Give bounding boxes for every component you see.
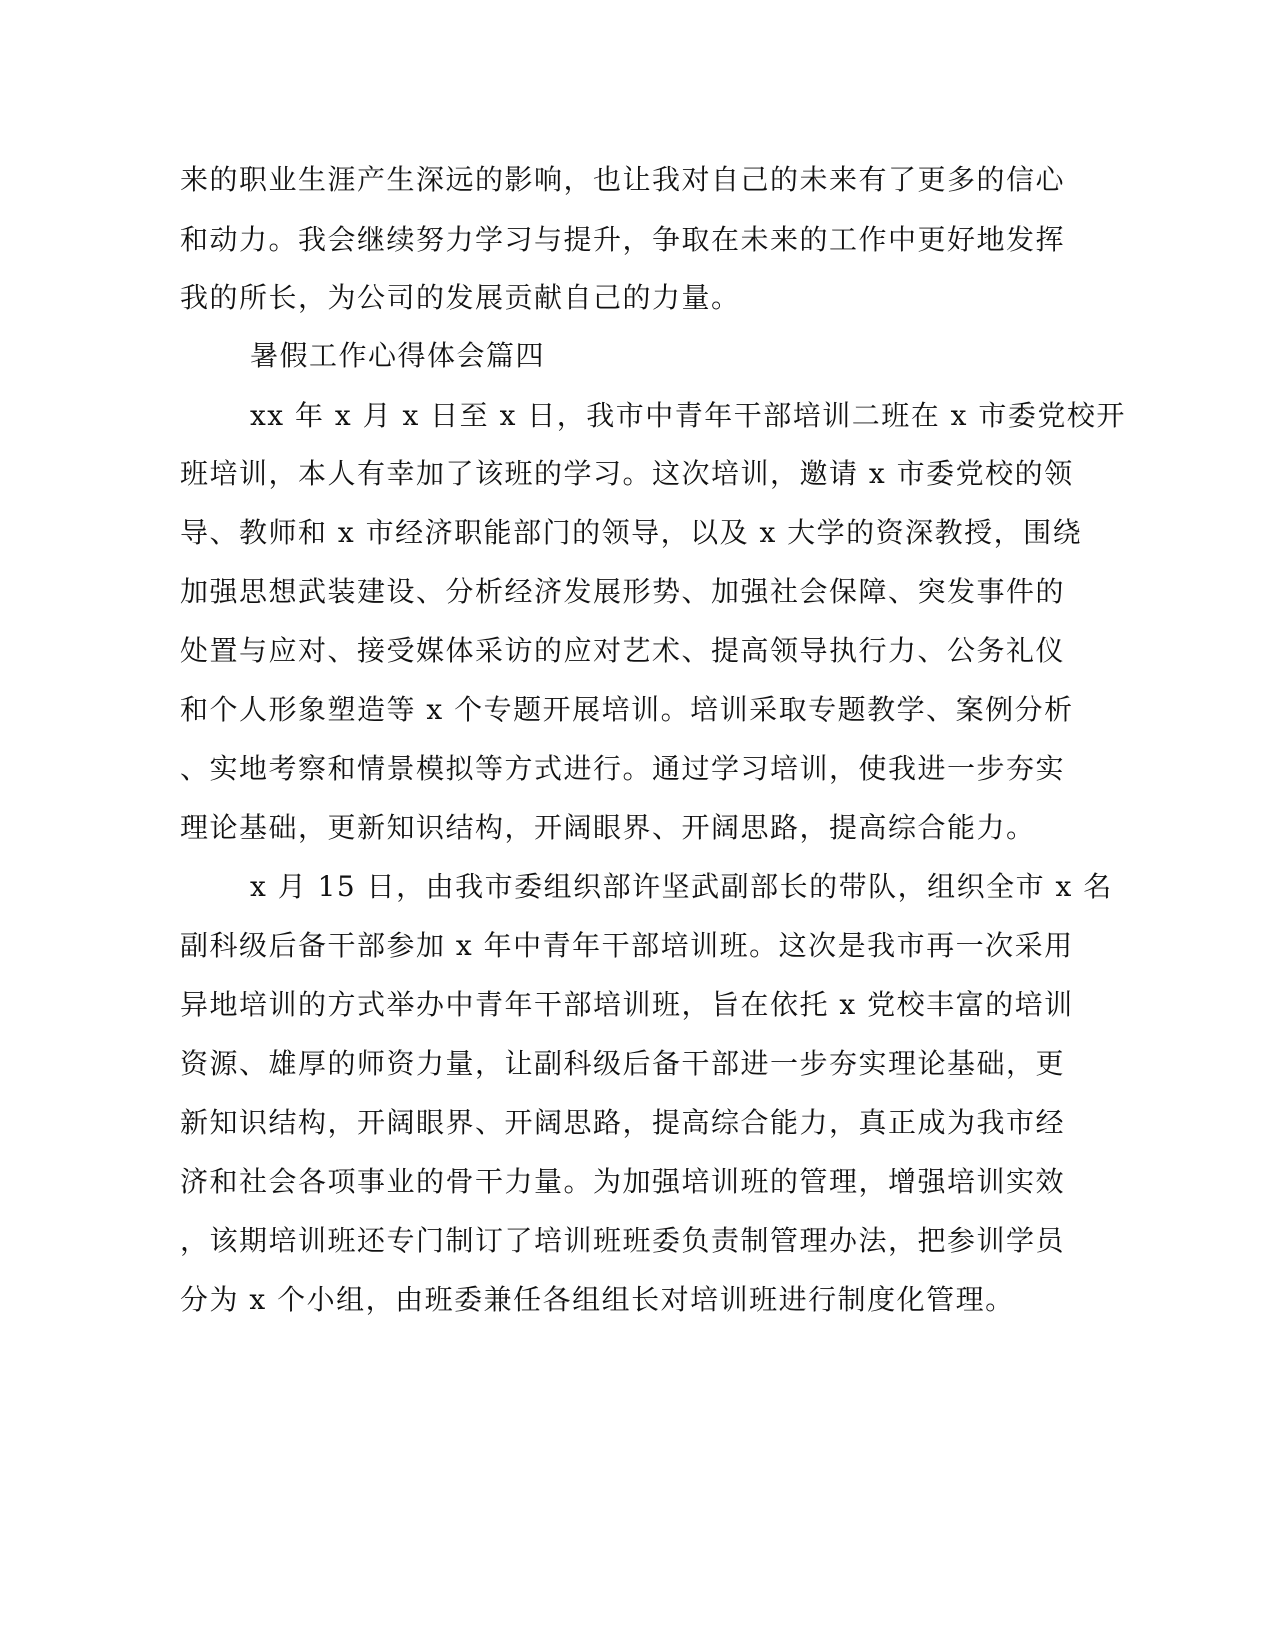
body-text-line: 加强思想武装建设、分析经济发展形势、加强社会保障、突发事件的	[180, 575, 1066, 608]
body-text-line: 我的所长，为公司的发展贡献自己的力量。	[180, 281, 741, 314]
body-text-line: 班培训，本人有幸加了该班的学习。这次培训，邀请 x 市委党校的领	[180, 457, 1074, 490]
body-text-line: 和动力。我会继续努力学习与提升，争取在未来的工作中更好地发挥	[180, 223, 1066, 256]
body-text-line: 济和社会各项事业的骨干力量。为加强培训班的管理，增强培训实效	[180, 1165, 1066, 1198]
body-text-line: 异地培训的方式举办中青年干部培训班，旨在依托 x 党校丰富的培训	[180, 988, 1074, 1021]
section-heading: 暑假工作心得体会篇四	[250, 339, 546, 372]
body-text-line: 分为 x 个小组，由班委兼任各组组长对培训班进行制度化管理。	[180, 1283, 1015, 1316]
body-text-line: 和个人形象塑造等 x 个专题开展培训。培训采取专题教学、案例分析	[180, 693, 1074, 726]
body-text-line: x 月 15 日，由我市委组织部许坚武副部长的带队，组织全市 x 名	[250, 870, 1113, 903]
body-text-line: 理论基础，更新知识结构，开阔眼界、开阔思路，提高综合能力。	[180, 811, 1036, 844]
body-text-line: xx 年 x 月 x 日至 x 日，我市中青年干部培训二班在 x 市委党校开	[250, 399, 1126, 432]
body-text-line: 来的职业生涯产生深远的影响，也让我对自己的未来有了更多的信心	[180, 163, 1066, 196]
body-text-line: ，该期培训班还专门制订了培训班班委负责制管理办法，把参训学员	[180, 1224, 1066, 1257]
body-text-line: 处置与应对、接受媒体采访的应对艺术、提高领导执行力、公务礼仪	[180, 634, 1066, 667]
body-text-line: 新知识结构，开阔眼界、开阔思路，提高综合能力，真正成为我市经	[180, 1106, 1066, 1139]
body-text-line: 导、教师和 x 市经济职能部门的领导，以及 x 大学的资深教授，围绕	[180, 516, 1083, 549]
body-text-line: 、实地考察和情景模拟等方式进行。通过学习培训，使我进一步夯实	[180, 752, 1066, 785]
body-text-line: 副科级后备干部参加 x 年中青年干部培训班。这次是我市再一次采用	[180, 929, 1074, 962]
body-text-line: 资源、雄厚的师资力量，让副科级后备干部进一步夯实理论基础，更	[180, 1047, 1066, 1080]
